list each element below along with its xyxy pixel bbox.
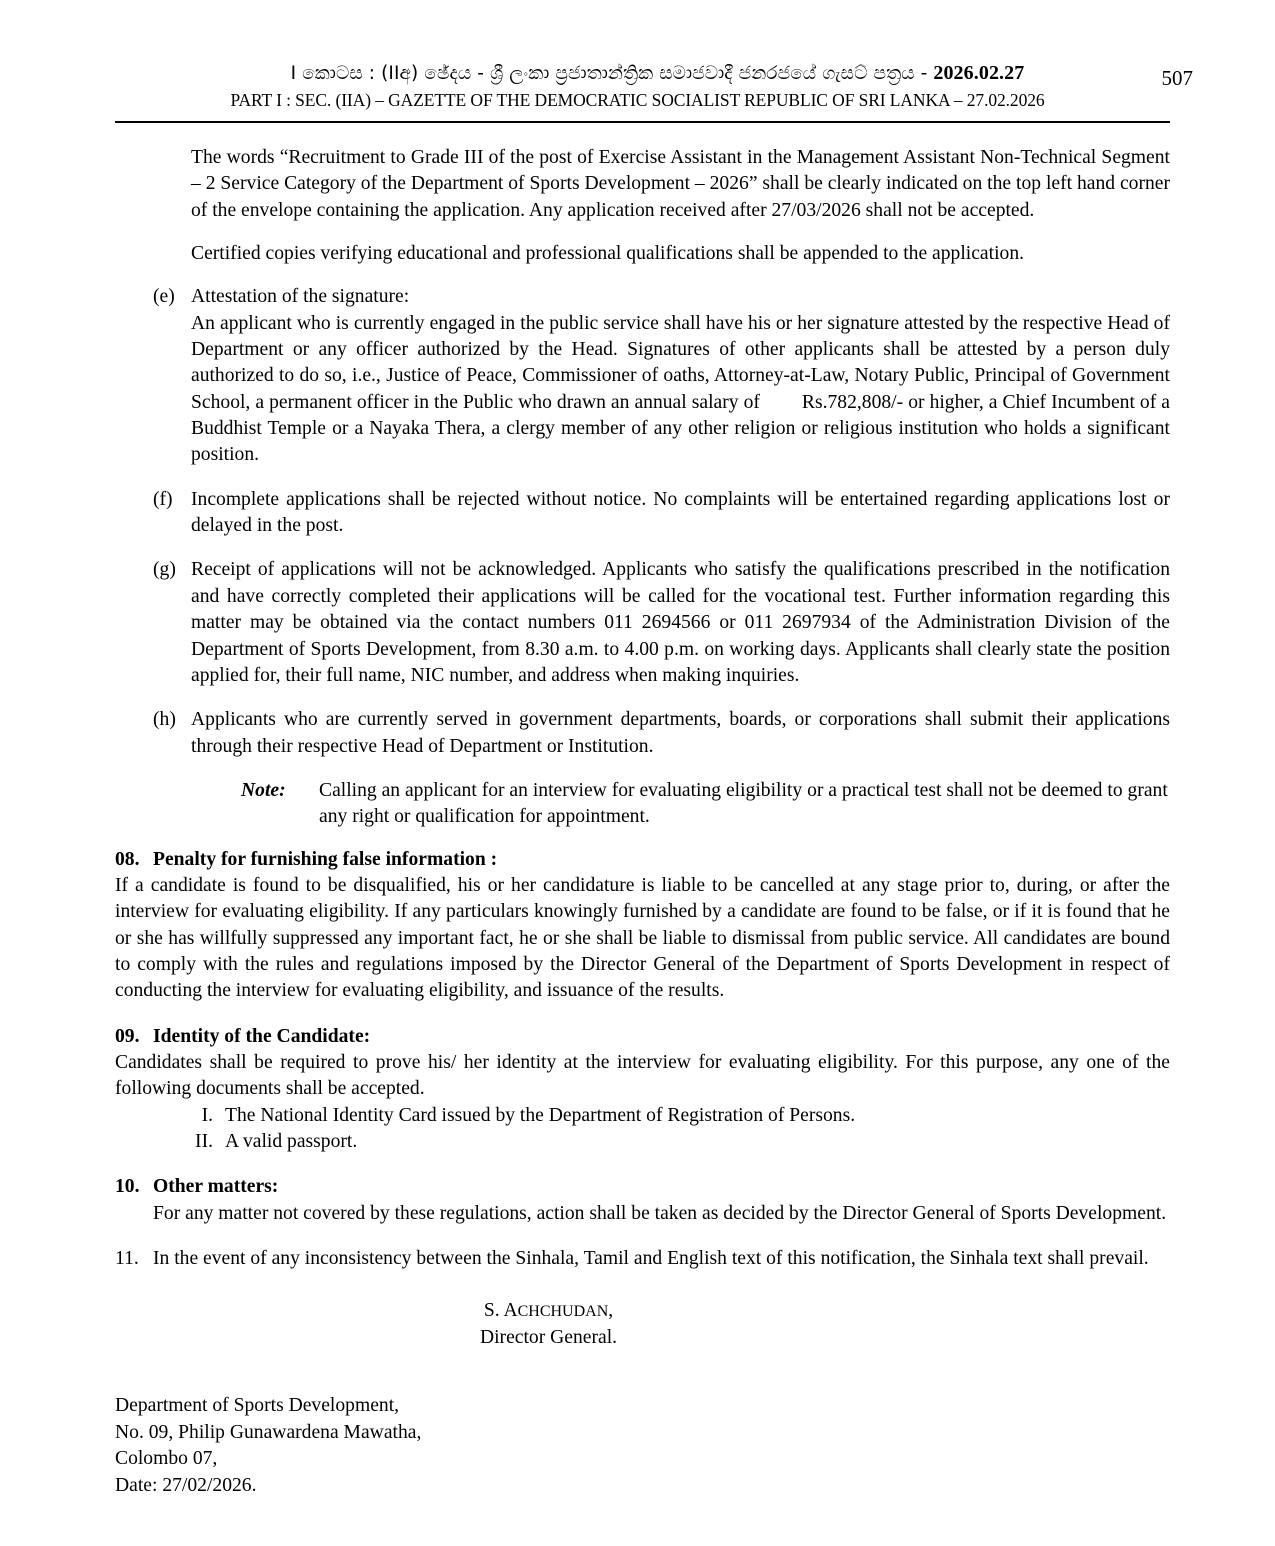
lettered-item-f: [153, 487, 1170, 540]
page-number: 507: [1161, 66, 1193, 90]
lettered-item-e: [153, 284, 1170, 468]
identity-document-text-1: The National Identity Card issued by the Department of Registration of Persons.: [225, 1104, 856, 1126]
identity-document-numeral-2: II.: [195, 1131, 213, 1152]
signatory-comma: ,: [608, 1300, 614, 1322]
section-08: [115, 847, 1170, 1005]
lettered-body-e-part2: or higher, a Chief Incumbent of a Buddhist Temple or a Nayaka Thera, a clergy member of any other religion or religious institution who holds a significant position.: [191, 391, 1170, 466]
address-line-3: Colombo 07,: [115, 1448, 218, 1470]
note-text: Calling an applicant for an interview for evaluating eligibility or a practical test shall not be deemed to grant any right or qualification for appointment.: [319, 779, 1168, 828]
header-sinhala-line: [0, 62, 1275, 85]
header-sinhala-date: 2026.02.27: [933, 62, 1025, 84]
lettered-item-h: [153, 707, 1170, 760]
intro-paragraph-1: The words “Recruitment to Grade III of the post of Exercise Assistant in the Management Assistant Non-Technical Segment – 2 Service Category of the Department of Sports Development – 2026” shall be clearly indicated on the top left hand corner of the envelope containing the application. Any application received after 27/03/2026 shall not be accepted.: [191, 147, 1170, 221]
lettered-item-g: [153, 557, 1170, 689]
identity-documents-list: [175, 1103, 1170, 1156]
lettered-body-h: Applicants who are currently served in government departments, boards, or corporations shall submit their applications through their respective Head of Department or Institution.: [191, 709, 1170, 757]
address-line-2: No. 09, Philip Gunawardena Mawatha,: [115, 1421, 422, 1443]
signatory-name: [115, 1298, 982, 1324]
section-09-number: 09.: [115, 1025, 140, 1047]
section-10: [115, 1174, 1170, 1227]
lettered-marker-g: (g): [153, 559, 176, 581]
section-10-body: For any matter not covered by these regulations, action shall be taken as decided by the Director General of Sports Development.: [153, 1202, 1167, 1224]
lettered-marker-h: (h): [153, 709, 176, 731]
identity-document-item-2: [175, 1129, 1170, 1155]
signatory-initial: S. A: [483, 1300, 518, 1322]
note-label: Note:: [241, 779, 286, 801]
clause-11: [115, 1246, 1170, 1272]
note-block: [241, 778, 1170, 831]
lettered-body-f: Incomplete applications shall be rejected without notice. No complaints will be entertained regarding applications lost or delayed in the post.: [191, 488, 1170, 537]
section-10-number: 10.: [115, 1176, 140, 1198]
section-08-number: 08.: [115, 848, 140, 870]
header-sinhala-text: I කොටස : (IIඅ) ඡේදය - ශ්‍රී ලංකා ප්‍රජාතාන්ත්‍රික සමාජවාදී ජනරජයේ ගැසට් පත්‍රය -: [290, 63, 934, 84]
lettered-marker-e: (e): [153, 286, 175, 308]
identity-document-numeral-1: I.: [201, 1104, 213, 1126]
intro-paragraph-2: Certified copies verifying educational and professional qualifications shall be appended to the application.: [191, 243, 1025, 265]
lettered-title-e: Attestation of the signature:: [191, 286, 410, 308]
address-date: Date: 27/02/2026.: [115, 1474, 257, 1496]
intro-paragraph-1-wrapper: [191, 145, 1170, 224]
clause-11-text: In the event of any inconsistency between the Sinhala, Tamil and English text of this notification, the Sinhala text shall prevail.: [153, 1248, 1149, 1270]
section-08-title: Penalty for furnishing false information :: [153, 848, 498, 870]
page-header: [0, 0, 1275, 123]
address-line-1: Department of Sports Development,: [115, 1395, 400, 1417]
salary-amount: Rs.782,808/-: [801, 391, 904, 413]
section-09-body: Candidates shall be required to prove his/ her identity at the interview for evaluating eligibility. For this purpose, any one of the following documents shall be accepted.: [115, 1051, 1170, 1100]
identity-document-item-1: [175, 1103, 1170, 1129]
lettered-body-e: [191, 311, 1170, 469]
header-divider: [115, 121, 1170, 123]
clause-11-number: 11.: [115, 1248, 139, 1270]
header-english-text: PART I : SEC. (IIA) – GAZETTE OF THE DEMOCRATIC SOCIALIST REPUBLIC OF SRI LANKA – 27.02.2026: [230, 90, 1045, 110]
address-block: [115, 1393, 1170, 1499]
lettered-marker-f: (f): [153, 488, 173, 510]
section-09-title: Identity of the Candidate:: [153, 1025, 371, 1047]
section-09: [115, 1024, 1170, 1156]
section-08-body: If a candidate is found to be disqualified, his or her candidature is liable to be cancelled at any stage prior to, during, or after the interview for evaluating eligibility. If any particulars knowingly furnished by a candidate are found to be false, or if it is found that he or she has willfully suppressed any important fact, he or she shall be liable to dismissal from public service. All candidates are bound to comply with the rules and regulations imposed by the Director General of the Department of Sports Development in respect of conducting the interview for evaluating eligibility, and issuance of the results.: [115, 874, 1170, 1002]
header-english-line: [0, 90, 1275, 111]
identity-document-text-2: A valid passport.: [225, 1131, 358, 1152]
lettered-body-g: Receipt of applications will not be acknowledged. Applicants who satisfy the qualifications prescribed in the notification and have correctly completed their applications will be called for the vocational test. Further information regarding this matter may be obtained via the contact numbers 011 2694566 or 011 2697934 of the Administration Division of the Department of Sports Development, from 8.30 a.m. to 4.00 p.m. on working days. Applicants shall clearly state the position applied for, their full name, NIC number, and address when making inquiries.: [191, 559, 1170, 686]
signatory-role: Director General.: [479, 1326, 618, 1348]
signatory-surname: CHCHUDAN: [517, 1303, 609, 1321]
intro-paragraph-2-wrapper: [191, 241, 1170, 267]
section-10-title: Other matters:: [153, 1176, 279, 1198]
document-body: [0, 145, 1275, 1499]
lettered-body-e-part1: An applicant who is currently engaged in the public service shall have his or her signature attested by the respective Head of Department or any officer authorized by the Head. Signatures of other applicants shall be attested by a person duly authorized to do so, i.e., Justice of Peace, Commissioner of oaths, Attorney-at-Law, Notary Public, Principal of Government School, a permanent officer in the Public who drawn an annual salary of: [191, 312, 1170, 413]
signature-block: [115, 1298, 982, 1351]
